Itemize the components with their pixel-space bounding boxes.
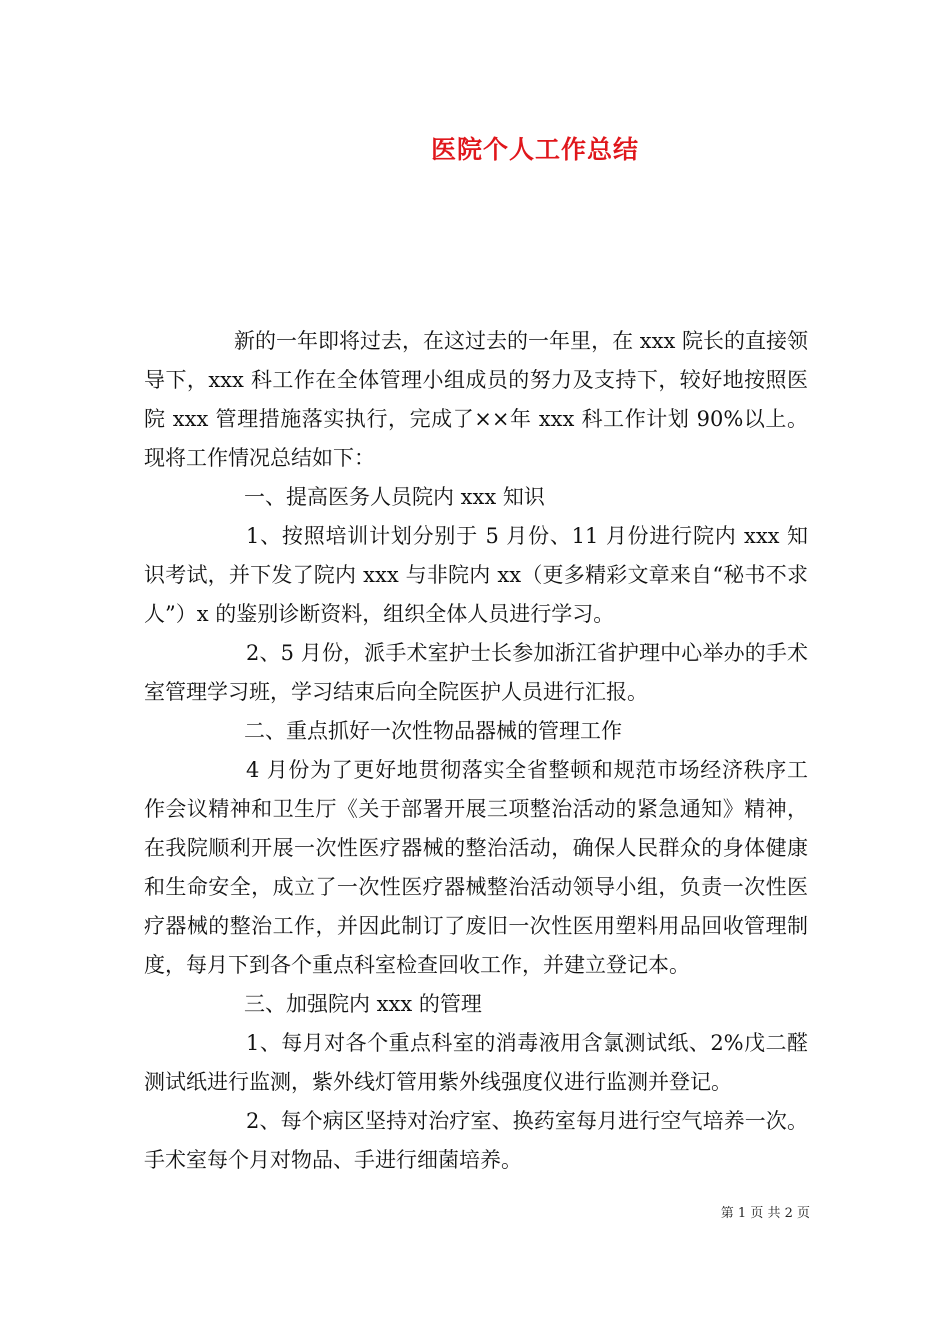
section-heading-1: 一、提高医务人员院内 xxx 知识 <box>244 485 545 509</box>
page-number-footer: 第 1 页 共 2 页 <box>720 1206 810 1221</box>
section-3-item-1: 1、每月对各个重点科室的消毒液用含氯测试纸、2%戊二醛测试纸进行监测，紫外线灯管用紫外线强度仪进行监测并登记。 <box>144 1031 808 1094</box>
section-1-item-1: 1、按照培训计划分别于 5 月份、11 月份进行院内 xxx 知识考试，并下发了院内 xxx 与非院内 xx（更多精彩文章来自“秘书不求人”）x 的鉴别诊断资料，组织全体人员进行学习。 <box>144 524 808 626</box>
section-heading-3: 三、加强院内 xxx 的管理 <box>244 992 482 1016</box>
section-3-item-2: 2、每个病区坚持对治疗室、换药室每月进行空气培养一次。手术室每个月对物品、手进行细菌培养。 <box>144 1109 808 1172</box>
document-body <box>144 322 808 1180</box>
intro-paragraph: 新的一年即将过去，在这过去的一年里，在 xxx 院长的直接领导下，xxx 科工作在全体管理小组成员的努力及支持下，较好地按照医院 xxx 管理措施落实执行，完成了××年 xxx 科工作计划 90%以上。现将工作情况总结如下： <box>144 329 808 470</box>
section-2-paragraph: 4 月份为了更好地贯彻落实全省整顿和规范市场经济秩序工作会议精神和卫生厅《关于部署开展三项整治活动的紧急通知》精神，在我院顺利开展一次性医疗器械的整治活动，确保人民群众的身体健康和生命安全，成立了一次性医疗器械整治活动领导小组，负责一次性医疗器械的整治工作，并因此制订了废旧一次性医用塑料用品回收管理制度，每月下到各个重点科室检查回收工作，并建立登记本。 <box>144 758 808 977</box>
section-1-item-2: 2、5 月份，派手术室护士长参加浙江省护理中心举办的手术室管理学习班，学习结束后向全院医护人员进行汇报。 <box>144 641 808 704</box>
document-title: 医院个人工作总结 <box>430 135 639 164</box>
section-heading-2: 二、重点抓好一次性物品器械的管理工作 <box>244 719 622 743</box>
